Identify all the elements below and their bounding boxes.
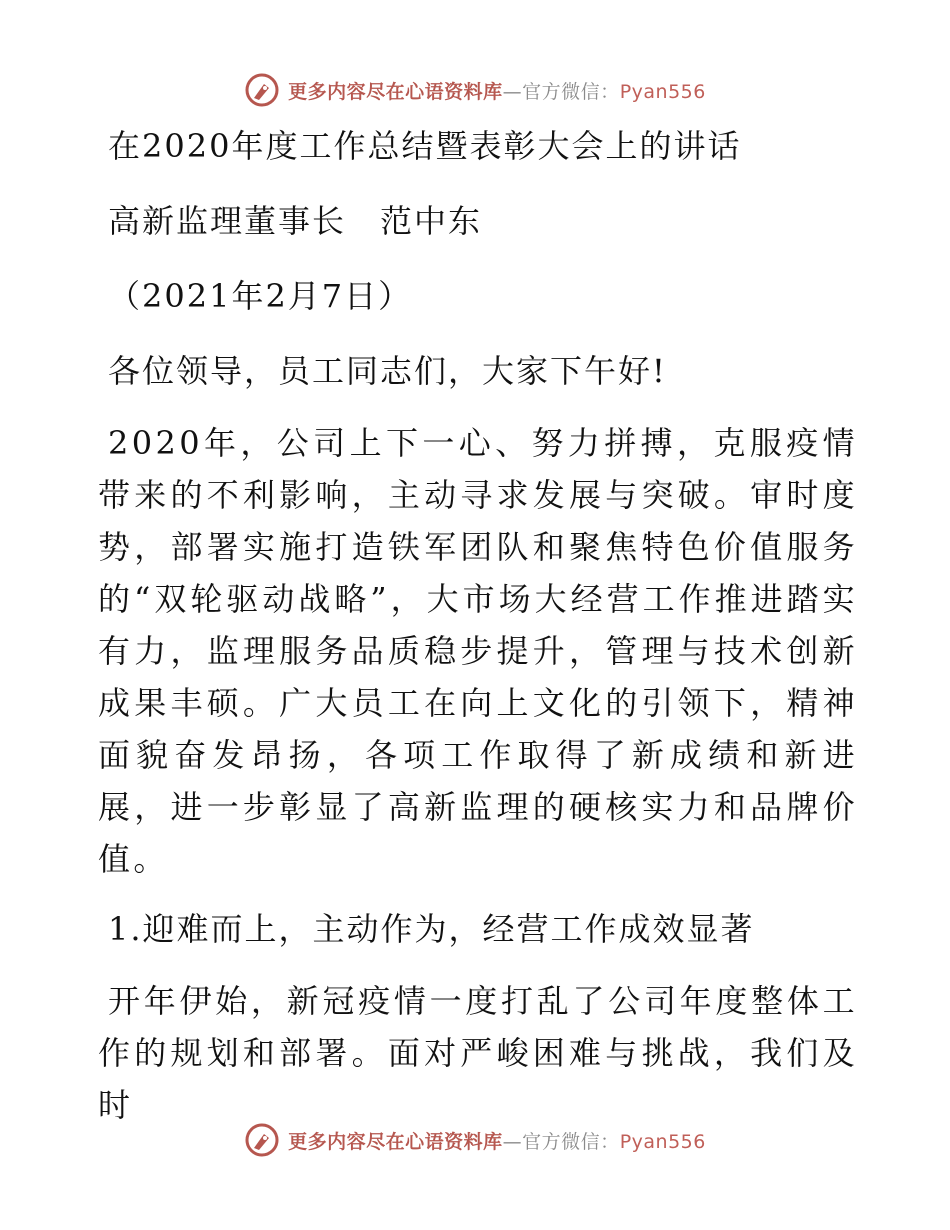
watermark-main-text: 更多内容尽在心语资料库 — [288, 1130, 503, 1153]
watermark-dash: — — [502, 80, 523, 103]
pen-nib-seal-icon — [244, 72, 280, 108]
watermark-banner-bottom — [0, 1120, 950, 1160]
watermark-wechat-label: 官方微信： — [522, 80, 620, 103]
watermark-text — [288, 1127, 706, 1154]
watermark-wechat-id: Pyan556 — [619, 1130, 706, 1153]
watermark-banner-top — [0, 70, 950, 110]
speaker-line: 高新监理董事长 范中东 — [108, 202, 483, 240]
paragraph-2: 开年伊始，新冠疫情一度打乱了公司年度整体工作的规划和部署。面对严峻困难与挑战，我们及时 — [98, 982, 858, 1124]
document-body — [98, 122, 858, 1131]
document-title: 在2020年度工作总结暨表彰大会上的讲话 — [108, 127, 742, 165]
section-1-heading: 1.迎难而上，主动作为，经营工作成效显著 — [108, 910, 755, 948]
pen-nib-seal-icon — [244, 1122, 280, 1158]
watermark-main-text: 更多内容尽在心语资料库 — [288, 80, 503, 103]
watermark-dash: — — [502, 1130, 523, 1153]
paragraph-1: 2020年，公司上下一心、努力拼搏，克服疫情带来的不利影响，主动寻求发展与突破。审时度势，部署实施打造铁军团队和聚焦特色价值服务的“双轮驱动战略”，大市场大经营工作推进踏实有力，监理服务品质稳步提升，管理与技术创新成果丰硕。广大员工在向上文化的引领下，精神面貌奋发昂扬，各项工作取得了新成绩和新进展，进一步彰显了高新监理的硬核实力和品牌价值。 — [98, 424, 858, 878]
date-line: （2021年2月7日） — [108, 277, 413, 315]
greeting: 各位领导，员工同志们，大家下午好! — [108, 352, 667, 390]
watermark-wechat-label: 官方微信： — [522, 1130, 620, 1153]
watermark-wechat-id: Pyan556 — [619, 80, 706, 103]
watermark-text — [288, 77, 706, 104]
